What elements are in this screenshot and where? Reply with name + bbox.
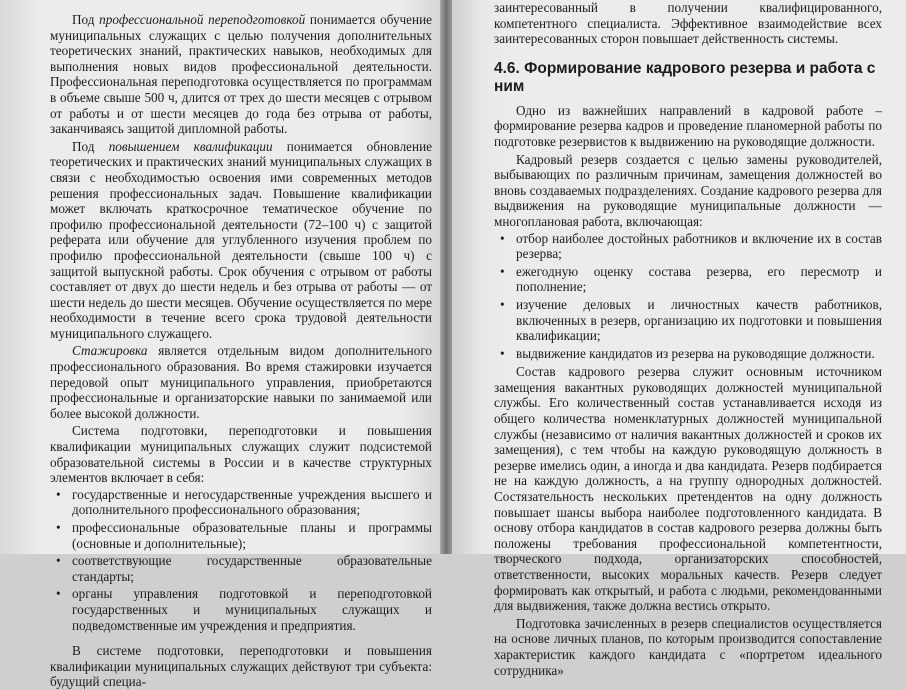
- list-structural-elements: [50, 487, 432, 633]
- paragraph-reserve-intro: Одно из важнейших направлений в кадровой работе – формирование резерва кадров и проведение планомерной работы по подготовке резервистов к выдвижению на руководящие должности.: [494, 102, 882, 149]
- list-item: • ежегодную оценку состава резерва, его пересмотр и пополнение;: [494, 264, 882, 295]
- paragraph-retraining: Под профессиональной переподготовкой понимается обучение муниципальных служащих с целью получения дополнительных теоретических знаний, практических навыков, необходимых для выполнения новых видов профессиональной деятельности. Профессиональная переподготовка осуществляется по программам в объеме свыше 500 ч, длится от трех до шести месяцев с отрывом от работы и от шести месяцев до года без отрыва от работы, заканчиваясь защитой дипломной работы.: [50, 12, 432, 137]
- left-page: [0, 0, 440, 690]
- paragraph-reserve-preparation: Подготовка зачисленных в резерв специалистов осуществляется на основе личных планов, по которым производится сопоставление характеристик каждого кандидата с «портретом идеального сотрудника»: [494, 615, 882, 678]
- paragraph-internship: Стажировка является отдельным видом дополнительного профессионального образования. Во время стажировки изучается передовой опыт муниципального управления, приобретаются профессиональные и организаторские навыки по занимаемой или более высокой должности.: [50, 343, 432, 421]
- paragraph-continuation: заинтересованный в получении квалифицированного, компетентного специалиста. Эффективное взаимодействие всех заинтересованных сторон повышает действенность системы.: [494, 0, 882, 47]
- section-heading: 4.6. Формирование кадрового резерва и работа с ним: [494, 59, 876, 95]
- list-item: • профессиональные образовательные планы и программы (основные и дополнительные);: [50, 520, 432, 551]
- paragraph-reserve-composition: Состав кадрового резерва служит основным источником замещения вакантных руководящих должностей муниципальной службы. Его количественный состав устанавливается исходя из общего количества номенклатурных должностей муниципальной службы (независимо от наличия вакантных должностей и сроков их замещения), с тем чтобы на каждую руководящую должность в резерве имелись один, а иногда и два кандидата. Резерв подбирается не на каждую должность, а на группу однородных должностей. Состязательность нескольких претендентов на одну должность повышает шансы выбора наиболее подготовленного кандидата. В основу отбора кандидатов в состав кадрового резерва должны быть положены требования профессиональной компетентности, творческого подхода, организаторских способностей, ответственности, высоких моральных качеств. Резерв следует формировать как открытый, и работа с людьми, рекомендованными для выдвижения, также должна вестись открыто.: [494, 364, 882, 614]
- paragraph-training-system: Система подготовки, переподготовки и повышения квалификации муниципальных служащих служит подсистемой образовательной системы в России и в качестве структурных элементов включает в себя:: [50, 423, 432, 486]
- list-item: • изучение деловых и личностных качеств работников, включенных в резерв, организацию их подготовки и повышения квалификации;: [494, 297, 882, 344]
- book-gutter: [440, 0, 452, 554]
- term-qualification: повышением квалификации: [108, 138, 273, 154]
- right-page: [452, 0, 906, 678]
- term-retraining: профессиональной переподготовкой: [99, 12, 306, 27]
- list-item: • органы управления подготовкой и переподготовкой государственных и муниципальных служащих и подведомственные им учреждения и предприятия.: [50, 586, 432, 633]
- paragraph-qualification: Под повышением квалификации понимается обновление теоретических и практических знаний муниципальных служащих в связи с необходимостью освоения ими современных методов решения профессиональных задач. Повышение квалификации может включать краткосрочное тематическое обучение по профилю профессиональной деятельности (72–100 ч) с защитой реферата или обучение для углубленного изучения проблем по профилю профессиональной деятельности (свыше 100 ч) с защитой выпускной работы. Срок обучения с отрывом от работы составляет от двух до шести недель и без отрыва от работы — от шести недель до шести месяцев. Обучение осуществляется по мере необходимости в течение всего срока трудовой деятельности муниципального служащего.: [50, 138, 433, 341]
- term-internship: Стажировка: [72, 343, 148, 359]
- paragraph-subjects: В системе подготовки, переподготовки и повышения квалификации муниципальных служащих действуют три субъекта: будущий специа-: [50, 643, 432, 690]
- list-item: • соответствующие государственные образовательные стандарты;: [50, 553, 432, 584]
- list-item: • государственные и негосударственные учреждения высшего и дополнительного профессионального образования;: [50, 487, 432, 518]
- list-item: • выдвижение кандидатов из резерва на руководящие должности.: [494, 346, 882, 362]
- list-item: • отбор наиболее достойных работников и включение их в состав резерва;: [494, 231, 882, 262]
- paragraph-reserve-purpose: Кадровый резерв создается с целью замены руководителей, выбывающих по различным причинам, замещения должностей во вновь создаваемых подразделениях. Создание кадрового резерва для выдвижения на руководящие муниципальные должности — многоплановая работа, включающая:: [494, 151, 882, 229]
- list-reserve-work: [494, 231, 882, 362]
